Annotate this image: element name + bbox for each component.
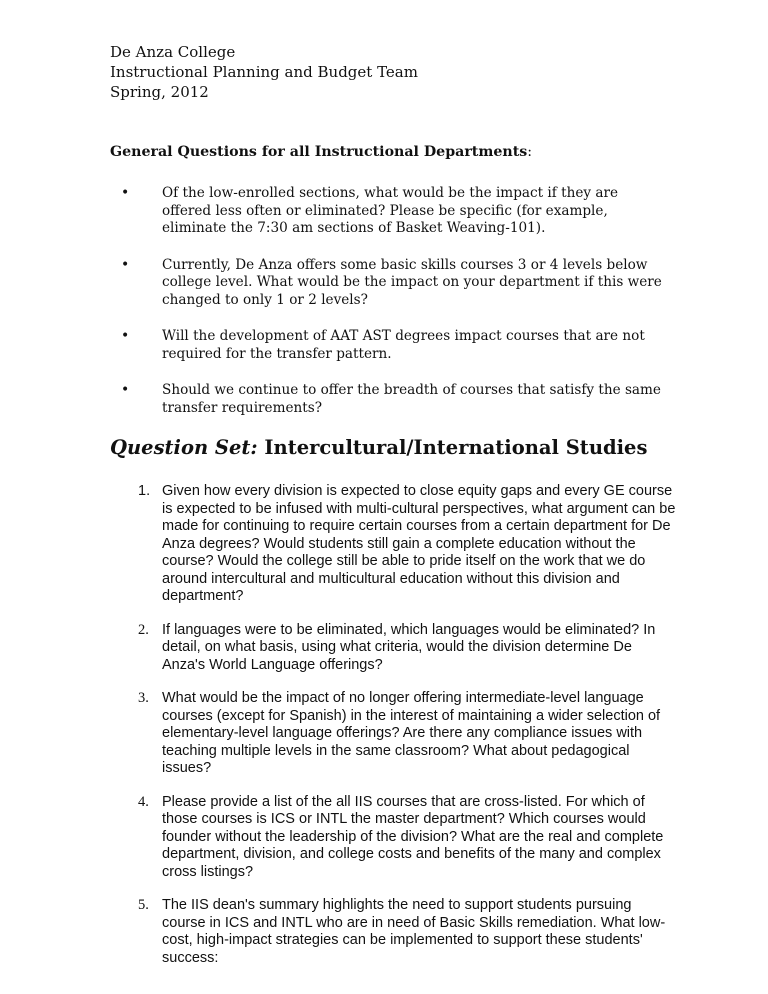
bullet-icon: • (121, 382, 130, 398)
general-questions-list (110, 185, 670, 436)
list-item (110, 483, 678, 606)
list-item (110, 897, 678, 967)
bullet-text: Of the low-enrolled sections, what would be the impact if they are offered less often or eliminated? Please be specific (for example, eliminate the 7:30 am sections of Basket Weaving-101). (162, 185, 619, 236)
list-item (110, 328, 670, 363)
general-questions-title: General Questions for all Instructional Departments (110, 144, 528, 160)
question-text: If languages were to be eliminated, which languages would be eliminated? In detail, on what basis, using what criteria, would the division determine De Anza's World Language offerings? (162, 621, 656, 673)
question-set-list (110, 483, 678, 983)
question-number: 5. (138, 897, 149, 913)
list-item (110, 382, 670, 417)
list-item (110, 185, 670, 238)
bullet-text: Should we continue to offer the breadth of courses that satisfy the same transfer requirements? (162, 382, 661, 416)
question-set-label: Question Set: (110, 436, 258, 459)
list-item (110, 690, 678, 778)
question-text: Please provide a list of the all IIS courses that are cross-listed. For which of those courses is ICS or INTL the master department? Which courses would founder without the leadership of the division? What are the real and complete department, division, and college costs and benefits of the many and complex cross listings? (162, 793, 664, 880)
question-number: 2. (138, 621, 149, 638)
question-number: 3. (138, 690, 149, 706)
bullet-text: Currently, De Anza offers some basic skills courses 3 or 4 levels below college level. What would be the impact on your department if this were changed to only 1 or 2 levels? (162, 256, 662, 308)
header-team: Instructional Planning and Budget Team (110, 63, 418, 81)
question-number: 4. (138, 793, 149, 810)
list-item (110, 794, 678, 882)
question-number: 1. (138, 483, 151, 499)
bullet-icon: • (121, 256, 130, 273)
header-college: De Anza College (110, 43, 236, 61)
question-set-heading (110, 436, 647, 459)
bullet-icon: • (121, 328, 130, 344)
list-item (110, 257, 670, 310)
question-text: Given how every division is expected to close equity gaps and every GE course is expected to be infused with multi-cultural perspectives, what argument can be made for continuing to require certain courses from a certain department for De Anza degrees? Would students still gain a complete education without the course? Would the college still be able to pride itself on the work that we do around intercultural and multicultural education without this division and department? (162, 483, 676, 604)
bullet-text: Will the development of AAT AST degrees impact courses that are not required for the transfer pattern. (162, 328, 645, 362)
general-questions-colon: : (527, 144, 533, 160)
general-questions-heading (110, 144, 532, 160)
bullet-icon: • (121, 185, 130, 201)
header-term: Spring, 2012 (110, 83, 209, 101)
question-text: The IIS dean's summary highlights the need to support students pursuing course in ICS and INTL who are in need of Basic Skills remediation. What low-cost, high-impact strategies can be implemented to support these students' success: (162, 897, 666, 966)
question-set-title: Intercultural/International Studies (257, 436, 648, 459)
document-header (110, 42, 418, 102)
question-text: What would be the impact of no longer offering intermediate-level language courses (except for Spanish) in the interest of maintaining a wider selection of elementary-level language offerings? Are there any compliance issues with teaching multiple levels in the same classroom? What about pedagogical issues? (162, 690, 661, 776)
list-item (110, 622, 678, 675)
